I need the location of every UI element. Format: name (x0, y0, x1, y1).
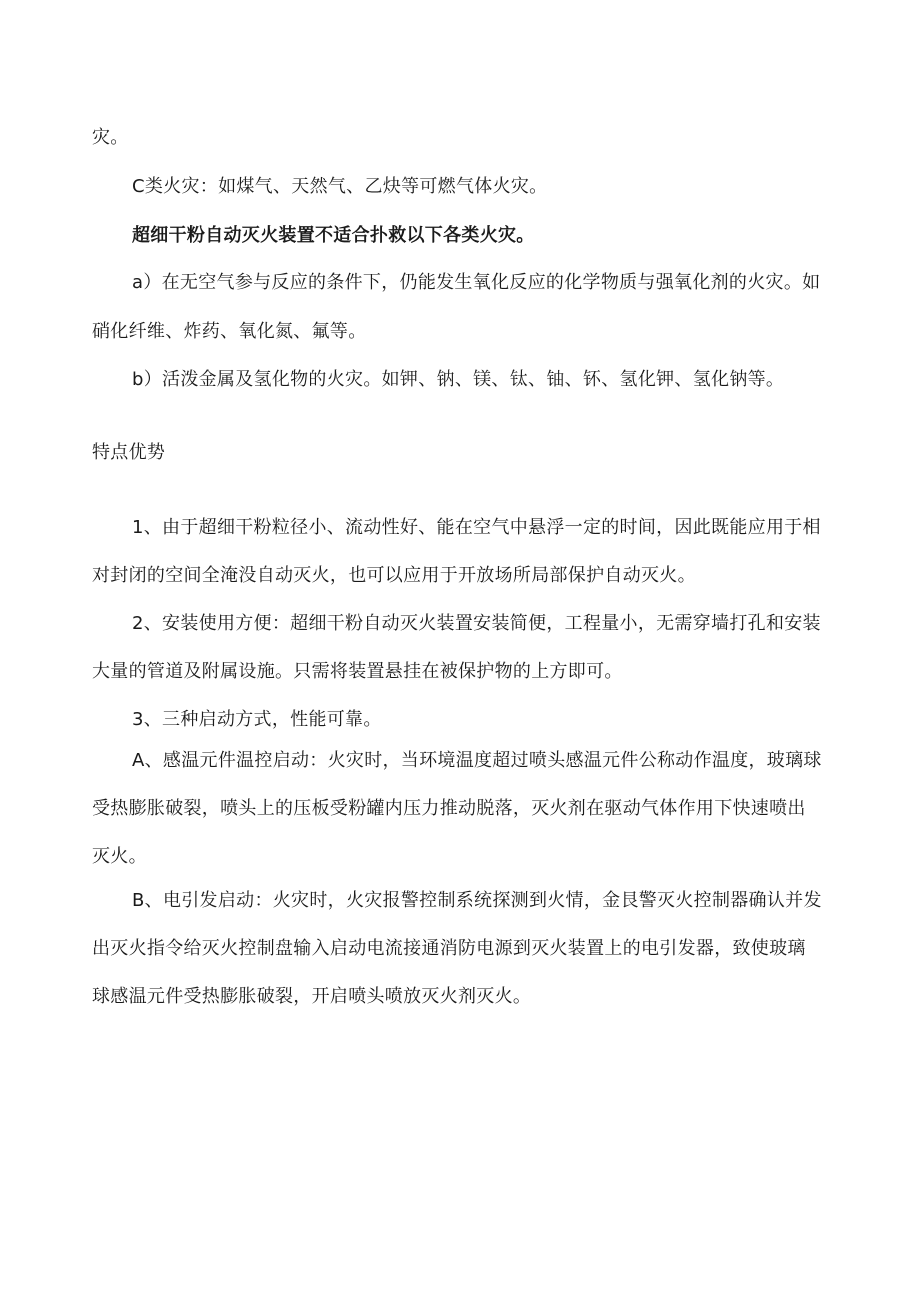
text-line-continuation: 灾。 (92, 127, 129, 148)
text-line-feature-2: 2、安装使用方便：超细干粉自动灭火装置安装简便，工程量小，无需穿墙打孔和安装 (132, 613, 821, 634)
text-line-class-c-fire: C类火灾：如煤气、天然气、乙炔等可燃气体火灾。 (132, 176, 548, 197)
text-line-feature-3: 3、三种启动方式，性能可靠。 (132, 709, 382, 730)
heading-unsuitable-fires: 超细干粉自动灭火装置不适合扑救以下各类火灾。 (132, 225, 535, 246)
text-line-feature-1: 1、由于超细干粉粒径小、流动性好、能在空气中悬浮一定的时间，因此既能应用于相 (132, 517, 821, 538)
text-line-item-a: a）在无空气参与反应的条件下，仍能发生氧化反应的化学物质与强氧化剂的火灾。如 (132, 272, 821, 293)
text-line-item-b: b）活泼金属及氢化物的火灾。如钾、钠、镁、钛、铀、钚、氢化钾、氢化钠等。 (132, 369, 785, 390)
text-line-start-a-cont1: 受热膨胀破裂，喷头上的压板受粉罐内压力推动脱落，灭火剂在驱动气体作用下快速喷出 (92, 798, 806, 819)
section-title-features: 特点优势 (92, 442, 166, 463)
text-line-start-a-cont2: 灭火。 (92, 846, 147, 867)
text-line-start-b-cont1: 出灭火指令给灭火控制盘输入启动电流接通消防电源到灭火装置上的电引发器，致使玻璃 (92, 938, 806, 959)
text-line-feature-2-cont: 大量的管道及附属设施。只需将装置悬挂在被保护物的上方即可。 (92, 661, 623, 682)
text-line-start-a: A、感温元件温控启动：火灾时，当环境温度超过喷头感温元件公称动作温度，玻璃球 (132, 750, 822, 771)
text-line-feature-1-cont: 对封闭的空间全淹没自动灭火，也可以应用于开放场所局部保护自动灭火。 (92, 565, 696, 586)
text-line-start-b-cont2: 球感温元件受热膨胀破裂，开启喷头喷放灭火剂灭火。 (92, 986, 532, 1007)
text-line-item-a-cont: 硝化纤维、炸药、氧化氮、氟等。 (92, 321, 367, 342)
text-line-start-b: B、电引发启动：火灾时，火灾报警控制系统探测到火情，金艮警灭火控制器确认并发 (132, 890, 822, 911)
